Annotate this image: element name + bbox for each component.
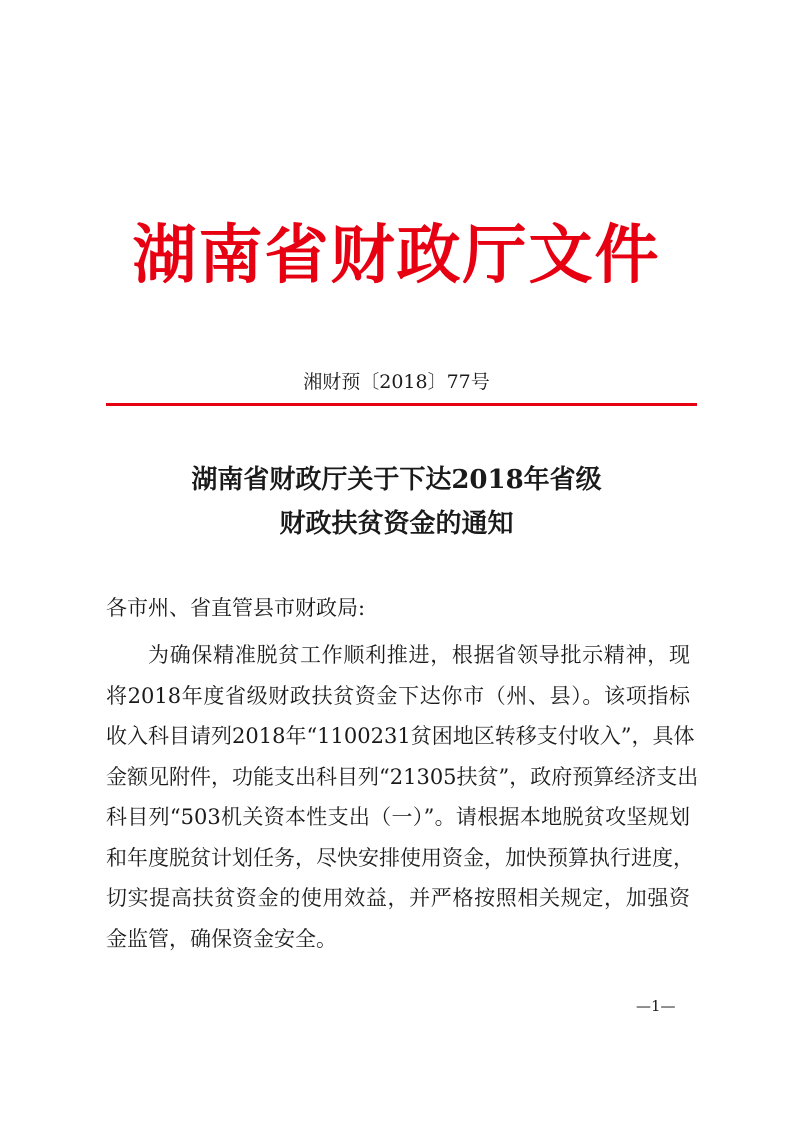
document-masthead: 湖南省财政厅文件 — [132, 218, 661, 293]
body-line: 和年度脱贫计划任务，尽快安排使用资金，加快预算执行进度， — [106, 845, 694, 870]
body-paragraph — [106, 640, 699, 964]
body-line: 收入科目请列2018年“1100231贫困地区转移支付收入”，具体 — [106, 724, 695, 748]
page-number: —1— — [636, 997, 676, 1015]
body-line: 为确保精准脱贫工作顺利推进，根据省领导批示精神，现 — [148, 643, 690, 667]
notice-title-line-2: 财政扶贫资金的通知 — [279, 509, 514, 539]
body-line: 科目列“503机关资本性支出（一）”。请根据本地脱贫攻坚规划 — [106, 805, 690, 829]
body-line: 金监管，确保资金安全。 — [106, 926, 337, 951]
notice-title — [0, 458, 793, 546]
document-number: 湘财预〔2018〕77号 — [303, 371, 490, 393]
notice-title-line-1: 湖南省财政厅关于下达2018年省级 — [191, 465, 602, 495]
red-separator-line — [106, 403, 697, 406]
body-line: 将2018年度省级财政扶贫资金下达你市（州、县）。该项指标 — [106, 683, 690, 708]
addressee: 各市州、省直管县市财政局: — [106, 596, 366, 620]
body-line: 切实提高扶贫资金的使用效益，并严格按照相关规定，加强资 — [106, 886, 690, 910]
body-line: 金额见附件，功能支出科目列“21305扶贫”，政府预算经济支出 — [106, 764, 699, 789]
